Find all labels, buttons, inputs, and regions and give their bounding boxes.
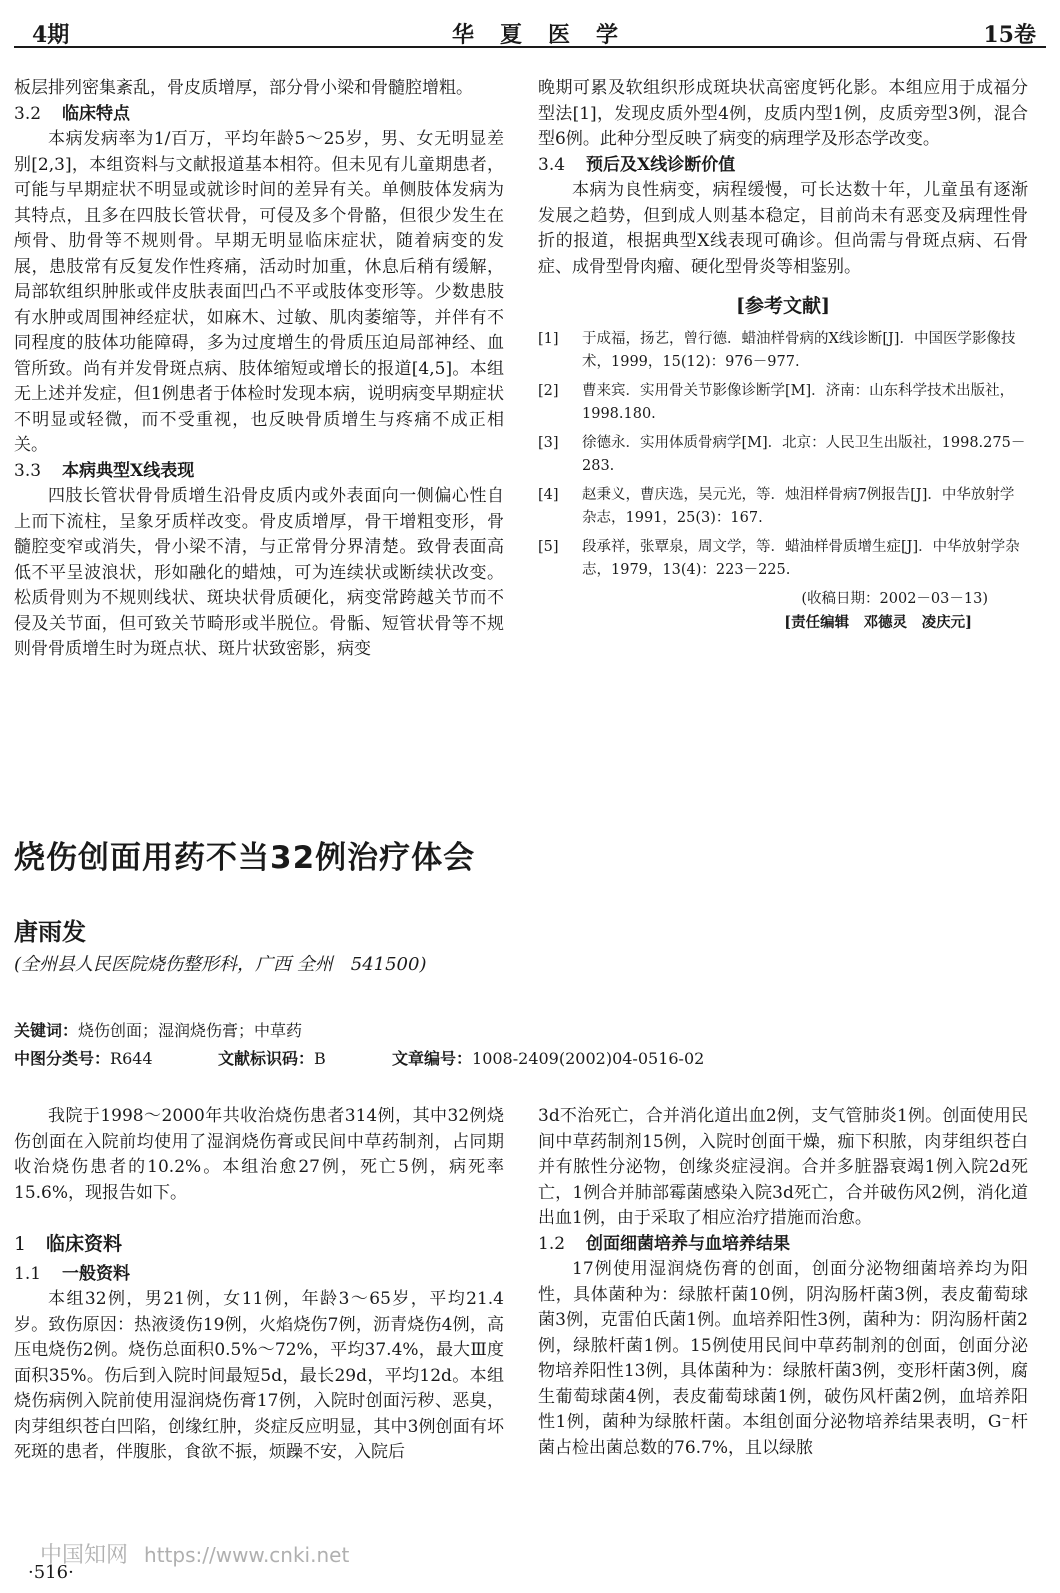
doc-code-group — [218, 1046, 326, 1069]
reference-number: [2] — [538, 382, 559, 399]
article-author: 唐雨发 — [14, 918, 86, 946]
paragraph: 3d不治死亡，合并消化道出血2例，支气管肺炎1例。创面使用民间中草药制剂15例，入院时创面干燥，痂下积脓，肉芽组织苍白并有脓性分泌物，创缘炎症浸润。合并多脏器衰竭1例入院2d死亡，1例合并肺部霉菌感染入院3d死亡，合并破伤风2例，消化道出血1例，由于采取了相应治疗措施而治愈。 — [538, 1106, 1028, 1228]
reference-number: [4] — [538, 486, 559, 503]
reference-number: [5] — [538, 538, 559, 555]
page-number: ·516· — [28, 1562, 74, 1583]
clc-label: 中图分类号： — [14, 1049, 111, 1068]
section-heading — [538, 153, 1028, 179]
section-number: 3.2 — [14, 103, 42, 124]
section-title: 临床特点 — [62, 103, 130, 124]
paragraph: 本组32例，男21例，女11例，年龄3～65岁，平均21.4岁。致伤原因：热液烫伤19例，火焰烧伤7例，沥青烧伤4例，高压电烧伤2例。烧伤总面积0.5%～72%，平均37.4%，最大Ⅲ度面积35%。伤后到入院时间最短5d，最长29d，平均12d。本组烧伤病例入院前使用湿润烧伤膏17例，入院时创面污秽、恶臭，肉芽组织苍白凹陷，创缘红肿，炎症反应明显，其中3例创面有坏死斑的患者，伴腹胀，食欲不振，烦躁不安，入院后 — [14, 1289, 504, 1462]
watermark-brand: 中国知网 — [40, 1543, 129, 1568]
prev-article-left-column — [14, 76, 504, 663]
reference-number: [1] — [538, 330, 559, 347]
paragraph: 晚期可累及软组织形成斑块状高密度钙化影。本组应用于成福分型法[1]，发现皮质外型4例，皮质内型1例，皮质旁型3例，混合型6例。此种分型反映了病变的病理学及形态学改变。 — [538, 78, 1028, 149]
issue-number: 4期 — [32, 22, 70, 48]
section-number: 1.1 — [14, 1263, 42, 1284]
reference-text: 徐德永．实用体质骨病学[M]．北京：人民卫生出版社，1998.275－283. — [582, 434, 1026, 474]
paragraph: 我院于1998～2000年共收治烧伤患者314例，其中32例烧伤创面在入院前均使用了湿润烧伤膏或民间中草药制剂，占同期收治烧伤患者的10.2%。本组治愈27例，死亡5例，病死率15.6%，现报告如下。 — [14, 1106, 504, 1203]
keywords-line — [14, 1018, 302, 1041]
article-affiliation: (全州县人民医院烧伤整形科，广西 全州 541500) — [14, 954, 427, 975]
section-title: 临床资料 — [46, 1233, 123, 1255]
reference-text: 于成福，扬艺，曾行德．蜡油样骨病的X线诊断[J]．中国医学影像技术，1999，15(12)：976－977. — [582, 330, 1016, 370]
article-id-group — [392, 1046, 704, 1069]
section-number: 1.2 — [538, 1233, 566, 1254]
paragraph: 本病发病率为1/百万，平均年龄5～25岁，男、女无明显差别[2,3]，本组资料与文献报道基本相符。但未见有儿童期患者，可能与早期症状不明显或就诊时间的差异有关。单侧肢体发病为其特点，且多在四肢长管状骨，可侵及多个骨骼，但很少发生在颅骨、肋骨等不规则骨。早期无明显临床症状，随着病变的发展，患肢常有反复发作性疼痛，活动时加重，休息后稍有缓解，局部软组织肿胀或伴皮肤表面凹凸不平或肢体变形等。少数患肢有水肿或周围神经症状，如麻木、过敏、肌肉萎缩等，并伴有不同程度的肢体功能障碍，多为过度增生的骨质压迫局部神经、血管所致。尚有并发骨斑点病、肢体缩短或增长的报道[4,5]。本组无上述并发症，但1例患者于体检时发现本病，说明病变早期症状不明显或轻微，而不受重视，也反映骨质增生与疼痛不成正相关。 — [14, 129, 504, 455]
section-number: 3.3 — [14, 460, 42, 481]
received-date: (收稿日期：2002－03－13) — [801, 590, 988, 607]
section-heading — [14, 459, 504, 485]
running-header — [14, 14, 1046, 48]
paragraph: 本病为良性病变，病程缓慢，可长达数十年，儿童虽有逐渐发展之趋势，但到成人则基本稳定，目前尚未有恶变及病理性骨折的报道，根据典型X线表现可确诊。但尚需与骨斑点病、石骨症、成骨型骨肉瘤、硬化型骨炎等相鉴别。 — [538, 180, 1028, 277]
keywords-label: 关键词： — [14, 1021, 79, 1040]
watermark-url: https://www.cnki.net — [144, 1543, 350, 1567]
section-title: 创面细菌培养与血培养结果 — [586, 1233, 790, 1254]
responsible-editor: [责任编辑 邓德灵 凌庆元] — [784, 613, 972, 631]
reference-item — [538, 380, 1028, 426]
section-title: 一般资料 — [62, 1263, 130, 1284]
reference-item — [538, 484, 1028, 530]
section-heading — [538, 1232, 1028, 1258]
paragraph: 板层排列密集紊乱，骨皮质增厚，部分骨小梁和骨髓腔增粗。 — [14, 78, 473, 98]
reference-item — [538, 536, 1028, 582]
section-number: 1 — [14, 1233, 27, 1255]
article-left-column — [14, 1104, 504, 1466]
paragraph: 17例使用湿润烧伤膏的创面，创面分泌物细菌培养均为阳性，具体菌种为：绿脓杆菌10例，阴沟肠杆菌3例，表皮葡萄球菌3例，克雷伯氏菌1例。血培养阳性3例，菌种为：阴沟肠杆菌2例，绿脓杆菌1例。15例使用民间中草药制剂的创面，创面分泌物培养阳性13例，具体菌种为：绿脓杆菌3例，变形杆菌3例，腐生葡萄球菌4例，表皮葡萄球菌1例，破伤风杆菌2例，血培养阳性1例，菌种为绿脓杆菌。本组创面分泌物培养结果表明，G⁻杆菌占检出菌总数的76.7%，且以绿脓 — [538, 1259, 1028, 1458]
paragraph: 四肢长管状骨骨质增生沿骨皮质内或外表面向一侧偏心性自上而下流柱，呈象牙质样改变。骨皮质增厚，骨干增粗变形，骨髓腔变窄或消失，骨小梁不清，与正常骨分界清楚。致骨表面高低不平呈波浪状，形如融化的蜡烛，可为连续状或断续状改变。松质骨则为不规则线状、斑块状骨质硬化，病变常跨越关节而不侵及关节面，但可致关节畸形或半脱位。骨骺、短管状骨等不规则骨骨质增生时为斑点状、斑片状致密影，病变 — [14, 486, 504, 659]
reference-number: [3] — [538, 434, 559, 451]
reference-item — [538, 432, 1028, 478]
clc-group — [14, 1046, 153, 1069]
article-right-column — [538, 1104, 1028, 1461]
cnki-watermark — [40, 1538, 349, 1569]
keywords-value: 烧伤创面；湿润烧伤膏；中草药 — [78, 1021, 303, 1040]
reference-text: 段承祥，张覃泉，周文学，等．蜡油样骨质增生症[J]．中华放射学杂志，1979，13(4)：223－225. — [582, 538, 1020, 578]
prev-article-right-column — [538, 76, 1028, 634]
article-id-value: 1008-2409(2002)04-0516-02 — [472, 1049, 705, 1068]
doc-code-value: B — [314, 1049, 326, 1068]
section-heading — [14, 102, 504, 128]
reference-item — [538, 328, 1028, 374]
section-heading — [14, 1232, 504, 1258]
reference-text: 赵秉义，曹庆选，吴元光，等．烛泪样骨病7例报告[J]．中华放射学杂志，1991，25(3)：167. — [582, 486, 1015, 526]
article-title: 烧伤创面用药不当32例治疗体会 — [14, 840, 476, 876]
prev-article-right-body — [538, 76, 1028, 280]
section-heading — [14, 1262, 504, 1288]
volume-number: 15卷 — [983, 22, 1036, 48]
section-number: 3.4 — [538, 154, 566, 175]
section-title: 预后及X线诊断价值 — [586, 154, 736, 175]
article-id-label: 文章编号： — [392, 1049, 473, 1068]
doc-code-label: 文献标识码： — [218, 1049, 315, 1068]
references-title: [参考文献] — [736, 295, 830, 317]
section-title: 本病典型X线表现 — [62, 460, 195, 481]
reference-text: 曹来宾．实用骨关节影像诊断学[M]．济南：山东科学技术出版社，1998.180. — [582, 382, 1015, 422]
references-list — [538, 328, 1028, 582]
journal-name: 华夏医学 — [452, 22, 645, 48]
clc-value: R644 — [110, 1049, 153, 1068]
